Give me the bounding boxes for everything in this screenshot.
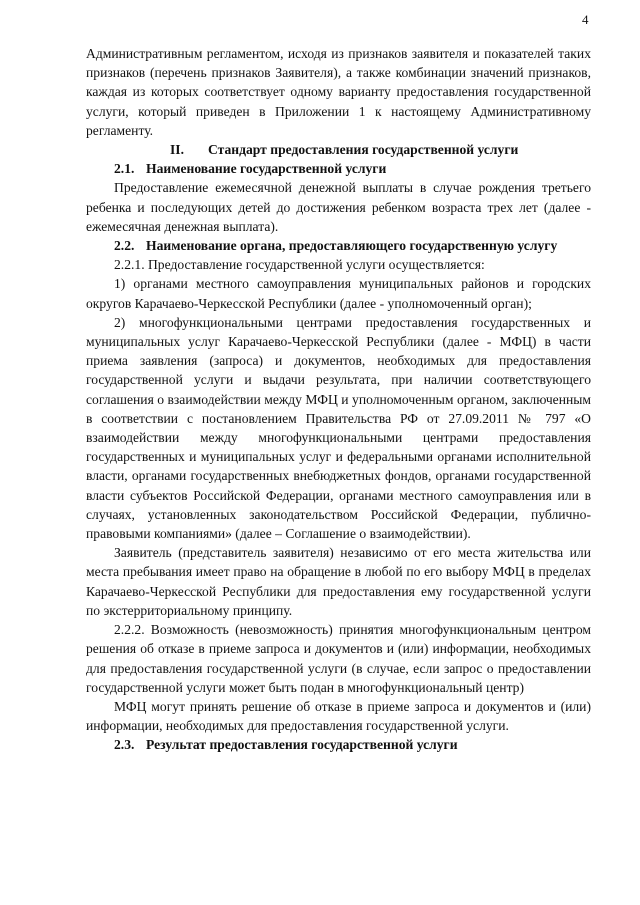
section-title: Наименование органа, предоставляющего государственную услугу: [146, 238, 558, 254]
section-title: Наименование государственной услуги: [146, 161, 387, 177]
chapter-number: II.: [170, 142, 184, 158]
section-2-2-heading: [86, 236, 591, 255]
paragraph-mfc-refusal: МФЦ могут принять решение об отказе в приеме запроса и документов и (или) информации, необходимых для предоставления государственной услуги.: [86, 698, 591, 734]
chapter-title: Стандарт предоставления государственной услуги: [208, 142, 519, 158]
section-number: 2.2.: [114, 238, 135, 254]
section-2-3-heading: [86, 735, 591, 754]
paragraph-item-1: 1) органами местного самоуправления муниципальных районов и городских округов Карачаево-Черкесской Республики (далее - уполномоченный орган);: [86, 276, 591, 311]
chapter-heading: [86, 140, 591, 159]
page-number: 4: [582, 12, 589, 27]
paragraph-item-2: 2) многофункциональными центрами предоставления государственных и муниципальных услуг Карачаево-Черкесской Республики (далее - МФЦ) в части приема заявления (запроса) и документов, необходимых для предоставления государственной услуги и выдачи результата, при наличии соответствующего соглашения о взаимодействии между МФЦ и уполномоченным органом, заключенным в соответствии с постановлением Правительства РФ от 27.09.2011 № 797 «О взаимодействии между многофункциональными центрами предоставления государственных и муниципальных услуг и федеральными органами исполнительной власти, органами государственных внебюджетных фондов, органами государственной власти субъектов Российской Федерации, органами местного самоуправления или в случаях, установленных законодательством Российской Федерации, публично-правовыми компаниями» (далее – Соглашение о взаимодействии).: [86, 314, 591, 542]
section-2-1-heading: [86, 159, 591, 178]
paragraph-2-2-1: 2.2.1. Предоставление государственной услуги осуществляется:: [114, 257, 485, 273]
paragraph-applicant: Заявитель (представитель заявителя) независимо от его места жительства или места пребывания имеет право на обращение в любой по его выбору МФЦ в пределах Карачаево-Черкесской Республики для предоставления ему государственной услуги по экстерриториальному принципу.: [86, 545, 591, 618]
section-2-1-text: Предоставление ежемесячной денежной выплаты в случае рождения третьего ребенка и последующих детей до достижения ребенком возраста трех лет (далее - ежемесячная денежная выплата).: [86, 180, 591, 234]
section-number: 2.3.: [114, 737, 135, 753]
section-number: 2.1.: [114, 161, 135, 177]
intro-paragraph: Административным регламентом, исходя из признаков заявителя и показателей таких признаков (перечень признаков Заявителя), а также комбинации значений признаков, каждая из которых соответствует одному варианту предоставления государственной услуги, который приведен в Приложении 1 к настоящему Административному регламенту.: [86, 46, 591, 138]
paragraph-2-2-2: 2.2.2. Возможность (невозможность) принятия многофункциональным центром решения об отказе в приеме запроса и документов и (или) информации, необходимых для предоставления государственной услуги (в случае, если запрос о предоставлении государственной услуги может быть подан в многофункциональный центр): [86, 622, 591, 695]
section-title: Результат предоставления государственной услуги: [146, 737, 458, 753]
document-body: [86, 44, 591, 755]
